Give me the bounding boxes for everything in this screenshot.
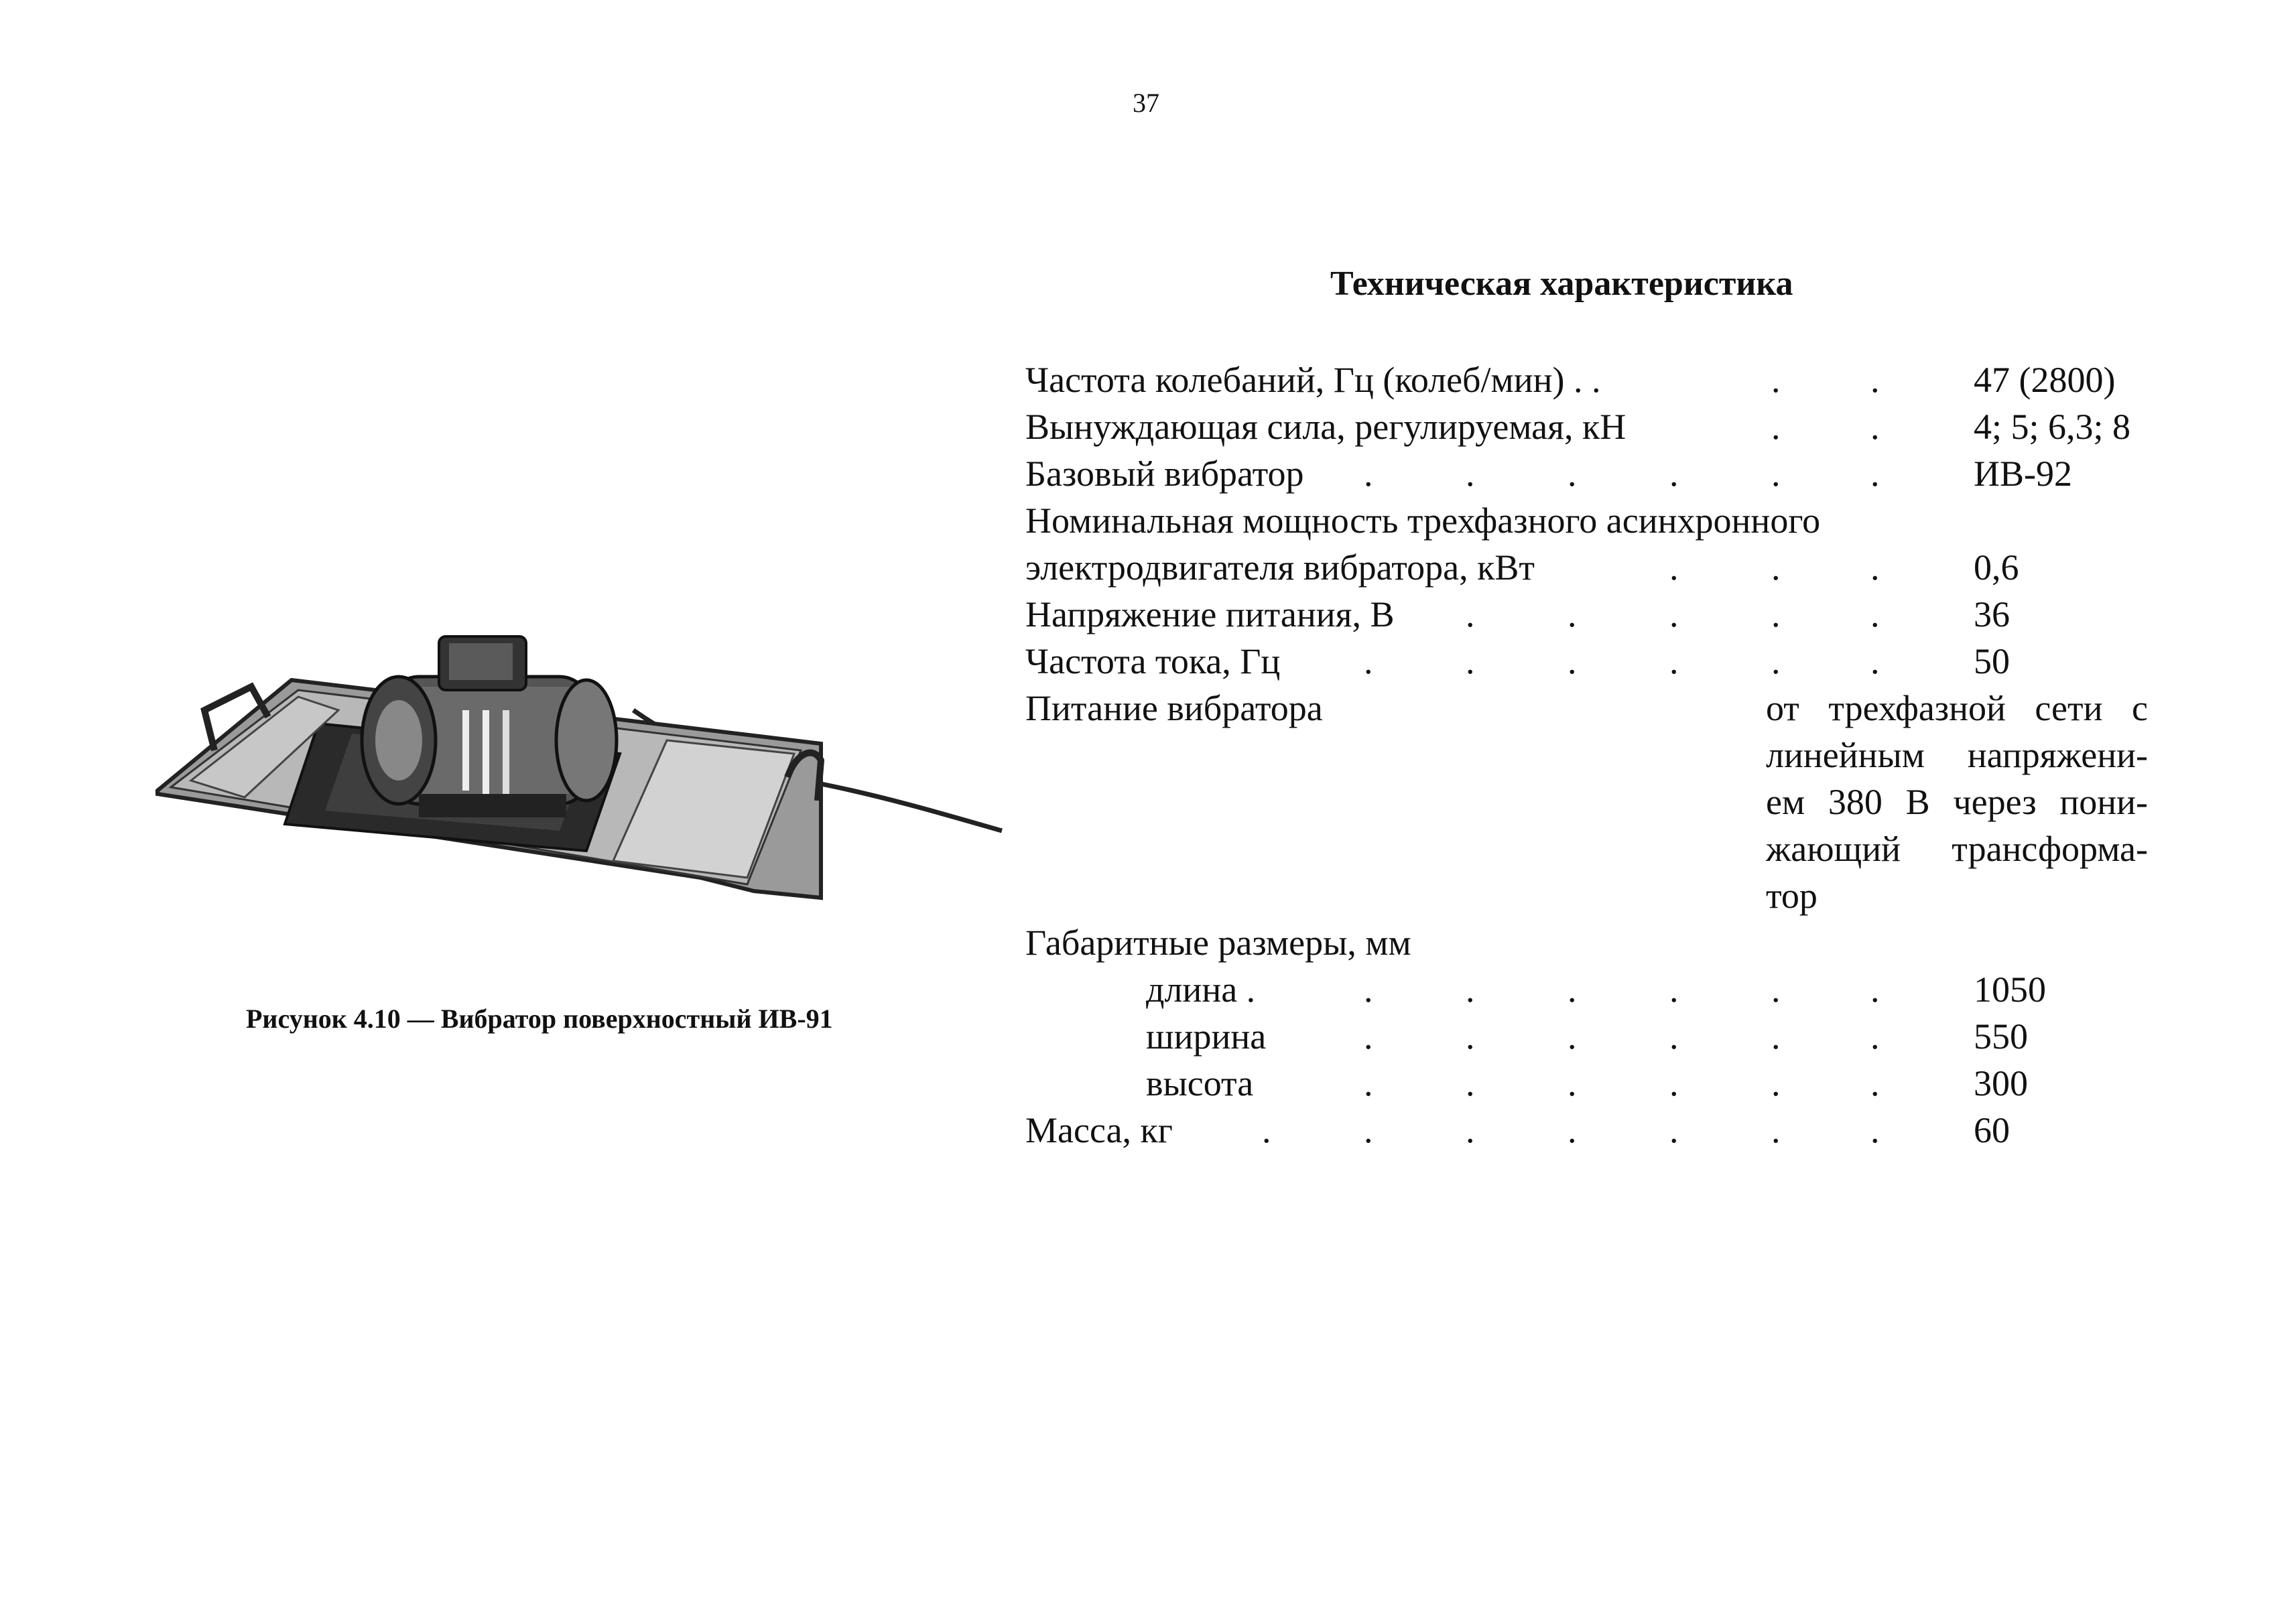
leader-dots: . . . . . .: [1364, 641, 1880, 681]
spec-value-line: от трехфазной сети с: [1766, 688, 2148, 728]
spec-label: Частота тока, Гц: [1025, 641, 1281, 681]
spec-value-line: тор: [1766, 876, 1817, 916]
spec-label: Базовый вибратор: [1025, 454, 1304, 494]
spec-row-current-frequency: [1025, 638, 2178, 685]
spec-label: Номинальная мощность трехфазного асинхронного: [1025, 500, 1821, 541]
leader-dots: . . . . . .: [1364, 1063, 1880, 1103]
spec-value-line: жающий трансформа-: [1766, 829, 2148, 869]
spec-row-width: [1025, 1013, 2178, 1060]
leader-dots: . . . . . . .: [1262, 1110, 1880, 1150]
spec-value: 300: [1974, 1063, 2028, 1103]
spec-value-line: ем 380 В через пони-: [1766, 782, 2148, 822]
spec-value: 36: [1974, 594, 2010, 634]
spec-label: электродвигателя вибратора, кВт: [1025, 547, 1535, 588]
spec-row-frequency: [1025, 356, 2178, 403]
spec-value: ИВ-92: [1974, 454, 2072, 494]
spec-row-force: [1025, 403, 2178, 450]
page-number: 37: [1133, 88, 1159, 118]
spec-row-height: [1025, 1060, 2178, 1107]
spec-label: Напряжение питания, В: [1025, 594, 1395, 634]
spec-label: высота: [1146, 1063, 1254, 1103]
spec-row-power: [1025, 544, 2178, 591]
spec-table: [1025, 356, 2178, 1154]
leader-dots: . . . . . .: [1364, 969, 1880, 1010]
spec-row-length: [1025, 966, 2178, 1013]
leader-dots: . . . . .: [1466, 594, 1880, 634]
spec-row-dimensions-title: [1025, 919, 2178, 966]
spec-value: 0,6: [1974, 547, 2019, 588]
spec-label: Габаритные размеры, мм: [1025, 923, 1411, 963]
spec-row-base-vibrator: [1025, 450, 2178, 497]
spec-label: Питание вибратора: [1025, 688, 1323, 728]
spec-label: Частота колебаний, Гц (колеб/мин) . .: [1025, 360, 1601, 400]
spec-row-supply: [1025, 685, 2178, 919]
vibrator-photo: [151, 623, 1015, 911]
spec-value: 60: [1974, 1110, 2010, 1150]
spec-value: 47 (2800): [1974, 360, 2116, 400]
spec-value-block: [1766, 685, 2148, 919]
spec-value: 4; 5; 6,3; 8: [1974, 407, 2131, 447]
spec-title: Техническая характеристика: [1330, 265, 1793, 303]
spec-value: 1050: [1974, 969, 2046, 1010]
spec-value: 550: [1974, 1016, 2028, 1057]
spec-label: ширина: [1146, 1016, 1267, 1057]
leader-dots: . . . . . .: [1364, 454, 1880, 494]
spec-label: Вынуждающая сила, регулируемая, кН: [1025, 407, 1627, 447]
spec-row-voltage: [1025, 591, 2178, 638]
spec-label: длина .: [1146, 969, 1256, 1010]
spec-label: Масса, кг: [1025, 1110, 1173, 1150]
leader-dots: . . .: [1669, 547, 1880, 588]
leader-dots: . .: [1771, 360, 1880, 400]
leader-dots: . .: [1771, 407, 1880, 447]
spec-value: 50: [1974, 641, 2010, 681]
leader-dots: . . . . . .: [1364, 1016, 1880, 1057]
spec-value-line: линейным напряжени-: [1766, 735, 2148, 775]
spec-row-power-title: [1025, 497, 2178, 544]
figure-caption: Рисунок 4.10 — Вибратор поверхностный ИВ-91: [246, 1004, 833, 1034]
spec-row-mass: [1025, 1107, 2178, 1154]
